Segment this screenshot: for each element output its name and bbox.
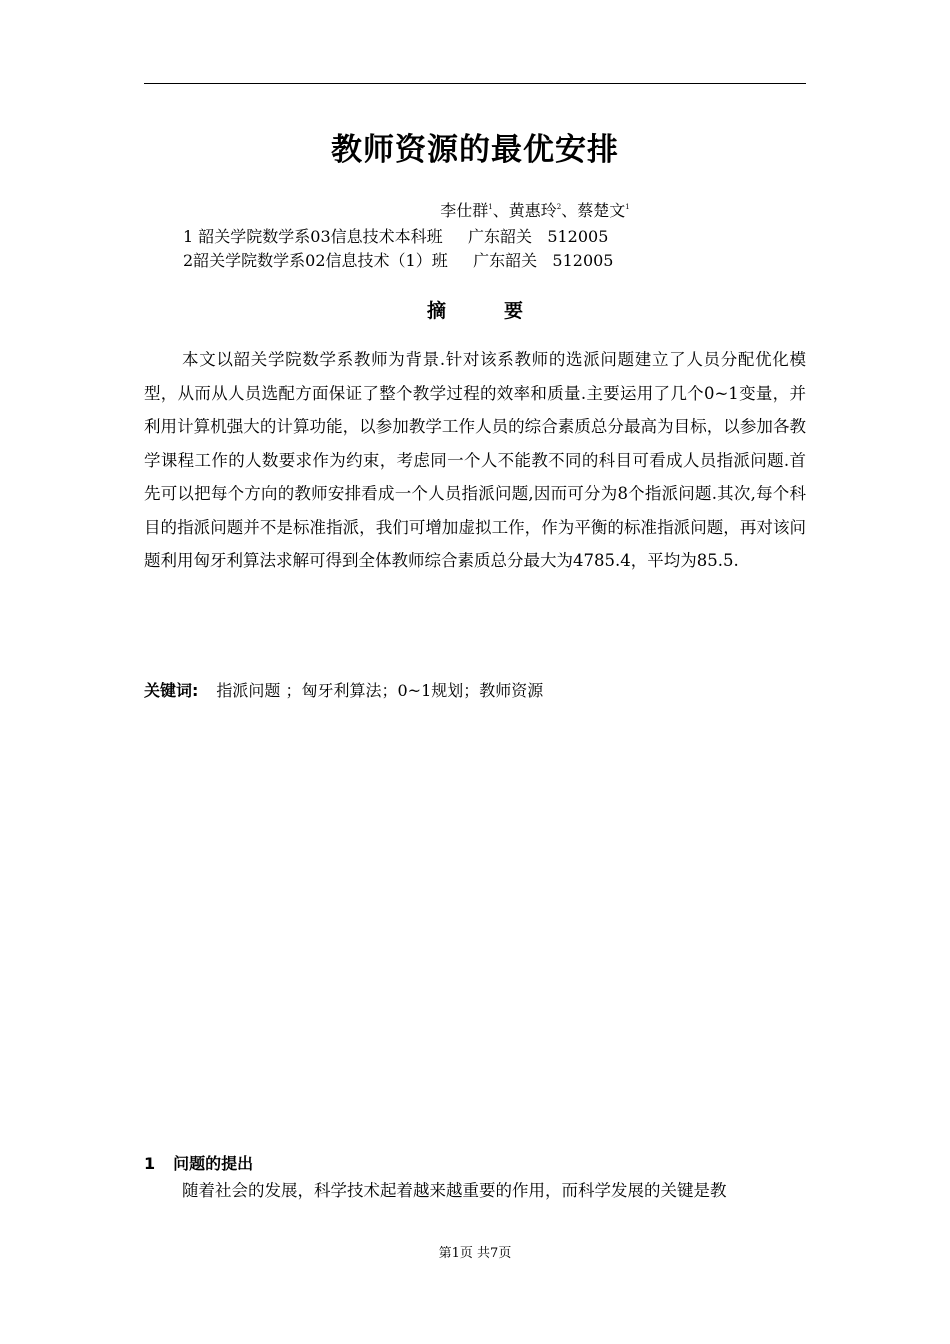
affiliation-line: 2韶关学院数学系02信息技术（1）班 广东韶关 512005 bbox=[183, 251, 614, 270]
abstract-heading: 摘要 bbox=[426, 300, 581, 322]
author-affiliation-mark: 1 bbox=[625, 203, 630, 211]
author-affiliation-mark: 2 bbox=[556, 203, 562, 211]
author-name: 李仕群 bbox=[440, 201, 489, 220]
abstract-body: 本文以韶关学院数学系教师为背景.针对该系教师的选派问题建立了人员分配优化模型，从而从人员选配方面保证了整个教学过程的效率和质量.主要运用了几个0~1变量，并利用计算机强大的计算功能，以参加教学工作人员的综合素质总分最高为目标，以参加各教学课程工作的人数要求作为约束，考虑同一个人不能教不同的科目可看成人员指派问题.首先可以把每个方向的教师安排看成一个人员指派问题,因而可分为8个指派问题.其次,每个科目的指派问题并不是标准指派，我们可增加虚拟工作，作为平衡的标准指派问题，再对该问题利用匈牙利算法求解可得到全体教师综合素质总分最大为4785.4，平均为85.5. bbox=[144, 350, 806, 570]
keywords-label: 关键词: bbox=[144, 681, 199, 700]
header-rule bbox=[144, 83, 806, 84]
keywords-text: 指派问题 ；匈牙利算法；0~1规划；教师资源 bbox=[216, 681, 544, 700]
author-name: 蔡楚文 bbox=[577, 201, 626, 220]
author-list bbox=[144, 199, 806, 223]
author-affiliation-mark: 1 bbox=[488, 203, 493, 211]
affiliation-line: 1 韶关学院数学系03信息技术本科班 广东韶关 512005 bbox=[183, 227, 609, 246]
author-name: 黄惠玲 bbox=[508, 201, 557, 220]
section-body: 随着社会的发展，科学技术起着越来越重要的作用，而科学发展的关键是教 bbox=[182, 1181, 727, 1200]
section-number: 1 bbox=[144, 1154, 156, 1173]
author-separator: 、 bbox=[492, 201, 509, 220]
section-title: 问题的提出 bbox=[173, 1154, 254, 1173]
page-footer: 第1页 共7页 bbox=[438, 1246, 512, 1261]
paper-title: 教师资源的最优安排 bbox=[331, 132, 619, 168]
section-heading bbox=[144, 1152, 253, 1176]
author-separator: 、 bbox=[561, 201, 578, 220]
keywords-line bbox=[144, 678, 806, 704]
